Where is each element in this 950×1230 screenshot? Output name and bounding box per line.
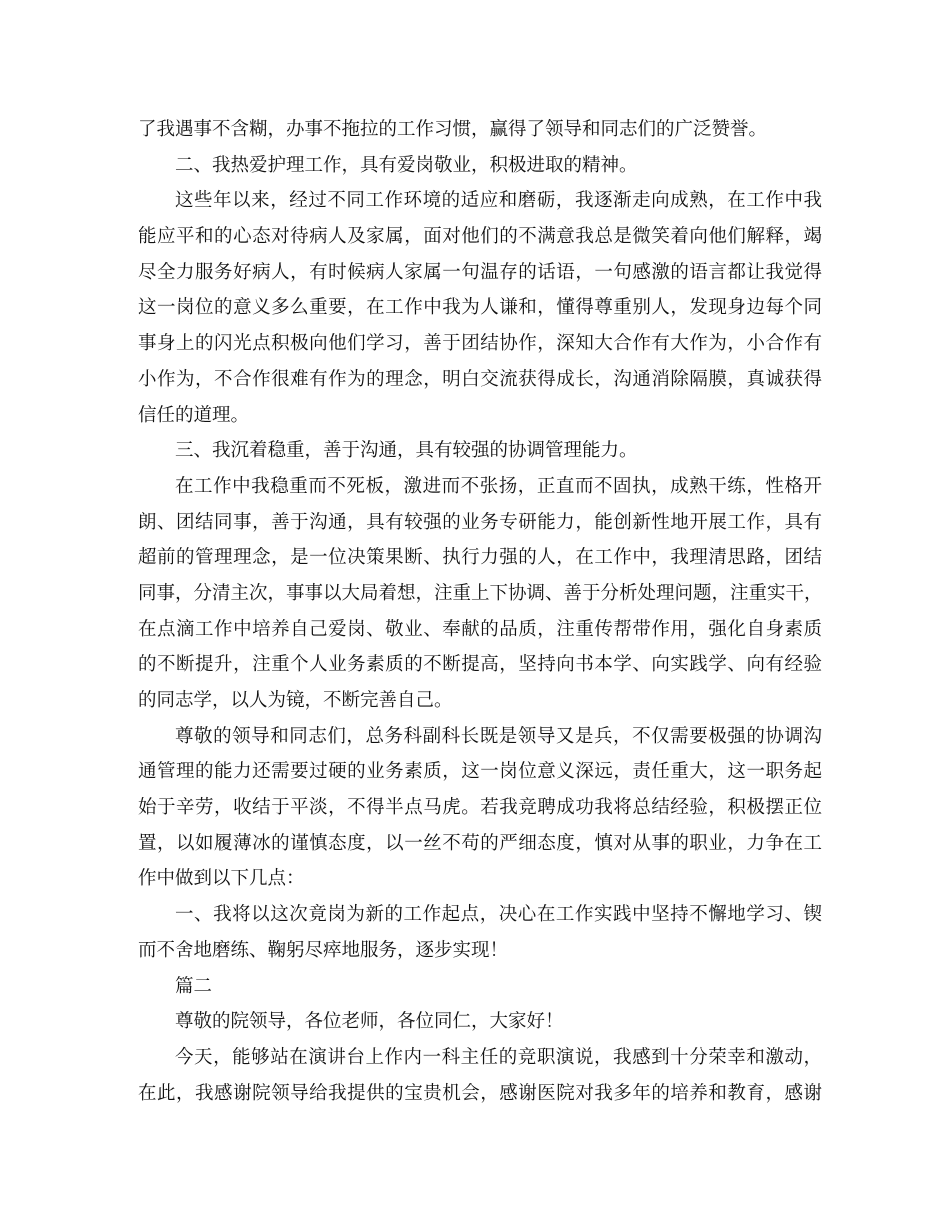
- text-line: 在点滴工作中培养自己爱岗、敬业、奉献的品质，注重传帮带作用，强化自身素质: [138, 618, 822, 640]
- text-line: 朗、团结同事，善于沟通，具有较强的业务专研能力，能创新性地开展工作，具有: [138, 511, 822, 533]
- text-line: 同事，分清主次，事事以大局着想，注重上下协调、善于分析处理问题，注重实干，: [138, 582, 823, 604]
- text-line: 尊敬的院领导，各位老师，各位同仁，大家好！: [175, 1011, 564, 1033]
- text-line: 三、我沉着稳重，善于沟通，具有较强的协调管理能力。: [175, 440, 638, 462]
- text-line: 二、我热爱护理工作，具有爱岗敬业，积极进取的精神。: [175, 154, 638, 176]
- text-line: 通管理的能力还需要过硬的业务素质，这一岗位意义深远，责任重大，这一职务起: [138, 761, 822, 783]
- text-line: 超前的管理理念，是一位决策果断、执行力强的人，在工作中，我理清思路，团结: [138, 547, 822, 569]
- text-line: 这些年以来，经过不同工作环境的适应和磨砺，我逐渐走向成熟，在工作中我: [175, 190, 822, 212]
- text-line: 小作为，不合作很难有作为的理念，明白交流获得成长，沟通消除隔膜，真诚获得: [138, 368, 822, 390]
- text-line: 置，以如履薄冰的谨慎态度，以一丝不苟的严细态度，慎对从事的职业，力争在工: [138, 832, 822, 854]
- text-line: 能应平和的心态对待病人及家属，面对他们的不满意我总是微笑着向他们解释，竭: [138, 226, 822, 248]
- text-line: 尊敬的领导和同志们，总务科副科长既是领导又是兵，不仅需要极强的协调沟: [175, 725, 822, 747]
- text-line: 在此，我感谢院领导给我提供的宝贵机会，感谢医院对我多年的培养和教育，感谢: [138, 1082, 822, 1104]
- text-line: 始于辛劳，收结于平淡，不得半点马虎。若我竞聘成功我将总结经验，积极摆正位: [138, 797, 822, 819]
- text-line: 了我遇事不含糊，办事不拖拉的工作习惯，赢得了领导和同志们的广泛赞誉。: [138, 119, 768, 140]
- text-line: 事身上的闪光点积极向他们学习，善于团结协作，深知大合作有大作为，小合作有: [138, 333, 822, 355]
- text-line: 在工作中我稳重而不死板，激进而不张扬，正直而不固执，成熟干练，性格开: [175, 475, 822, 497]
- text-line: 这一岗位的意义多么重要，在工作中我为人谦和，懂得尊重别人，发现身边每个同: [138, 297, 822, 319]
- text-line: 的同志学，以人为镜，不断完善自己。: [138, 690, 453, 711]
- text-line: 作中做到以下几点：: [138, 868, 305, 890]
- document-body: [138, 112, 822, 1111]
- text-line: 今天，能够站在演讲台上作内一科主任的竞职演说，我感到十分荣幸和激动，: [175, 1046, 822, 1068]
- text-line: 一、我将以这次竟岗为新的工作起点，决心在工作实践中坚持不懈地学习、锲: [175, 904, 822, 926]
- text-line: 尽全力服务好病人，有时候病人家属一句温存的话语，一句感激的语言都让我觉得: [138, 261, 822, 283]
- text-line: 篇二: [175, 975, 213, 997]
- text-line: 而不舍地磨练、鞠躬尽瘁地服务，逐步实现！: [138, 939, 509, 961]
- text-line: 的不断提升，注重个人业务素质的不断提高，坚持向书本学、向实践学、向有经验: [138, 654, 822, 676]
- text-line: 信任的道理。: [138, 404, 250, 426]
